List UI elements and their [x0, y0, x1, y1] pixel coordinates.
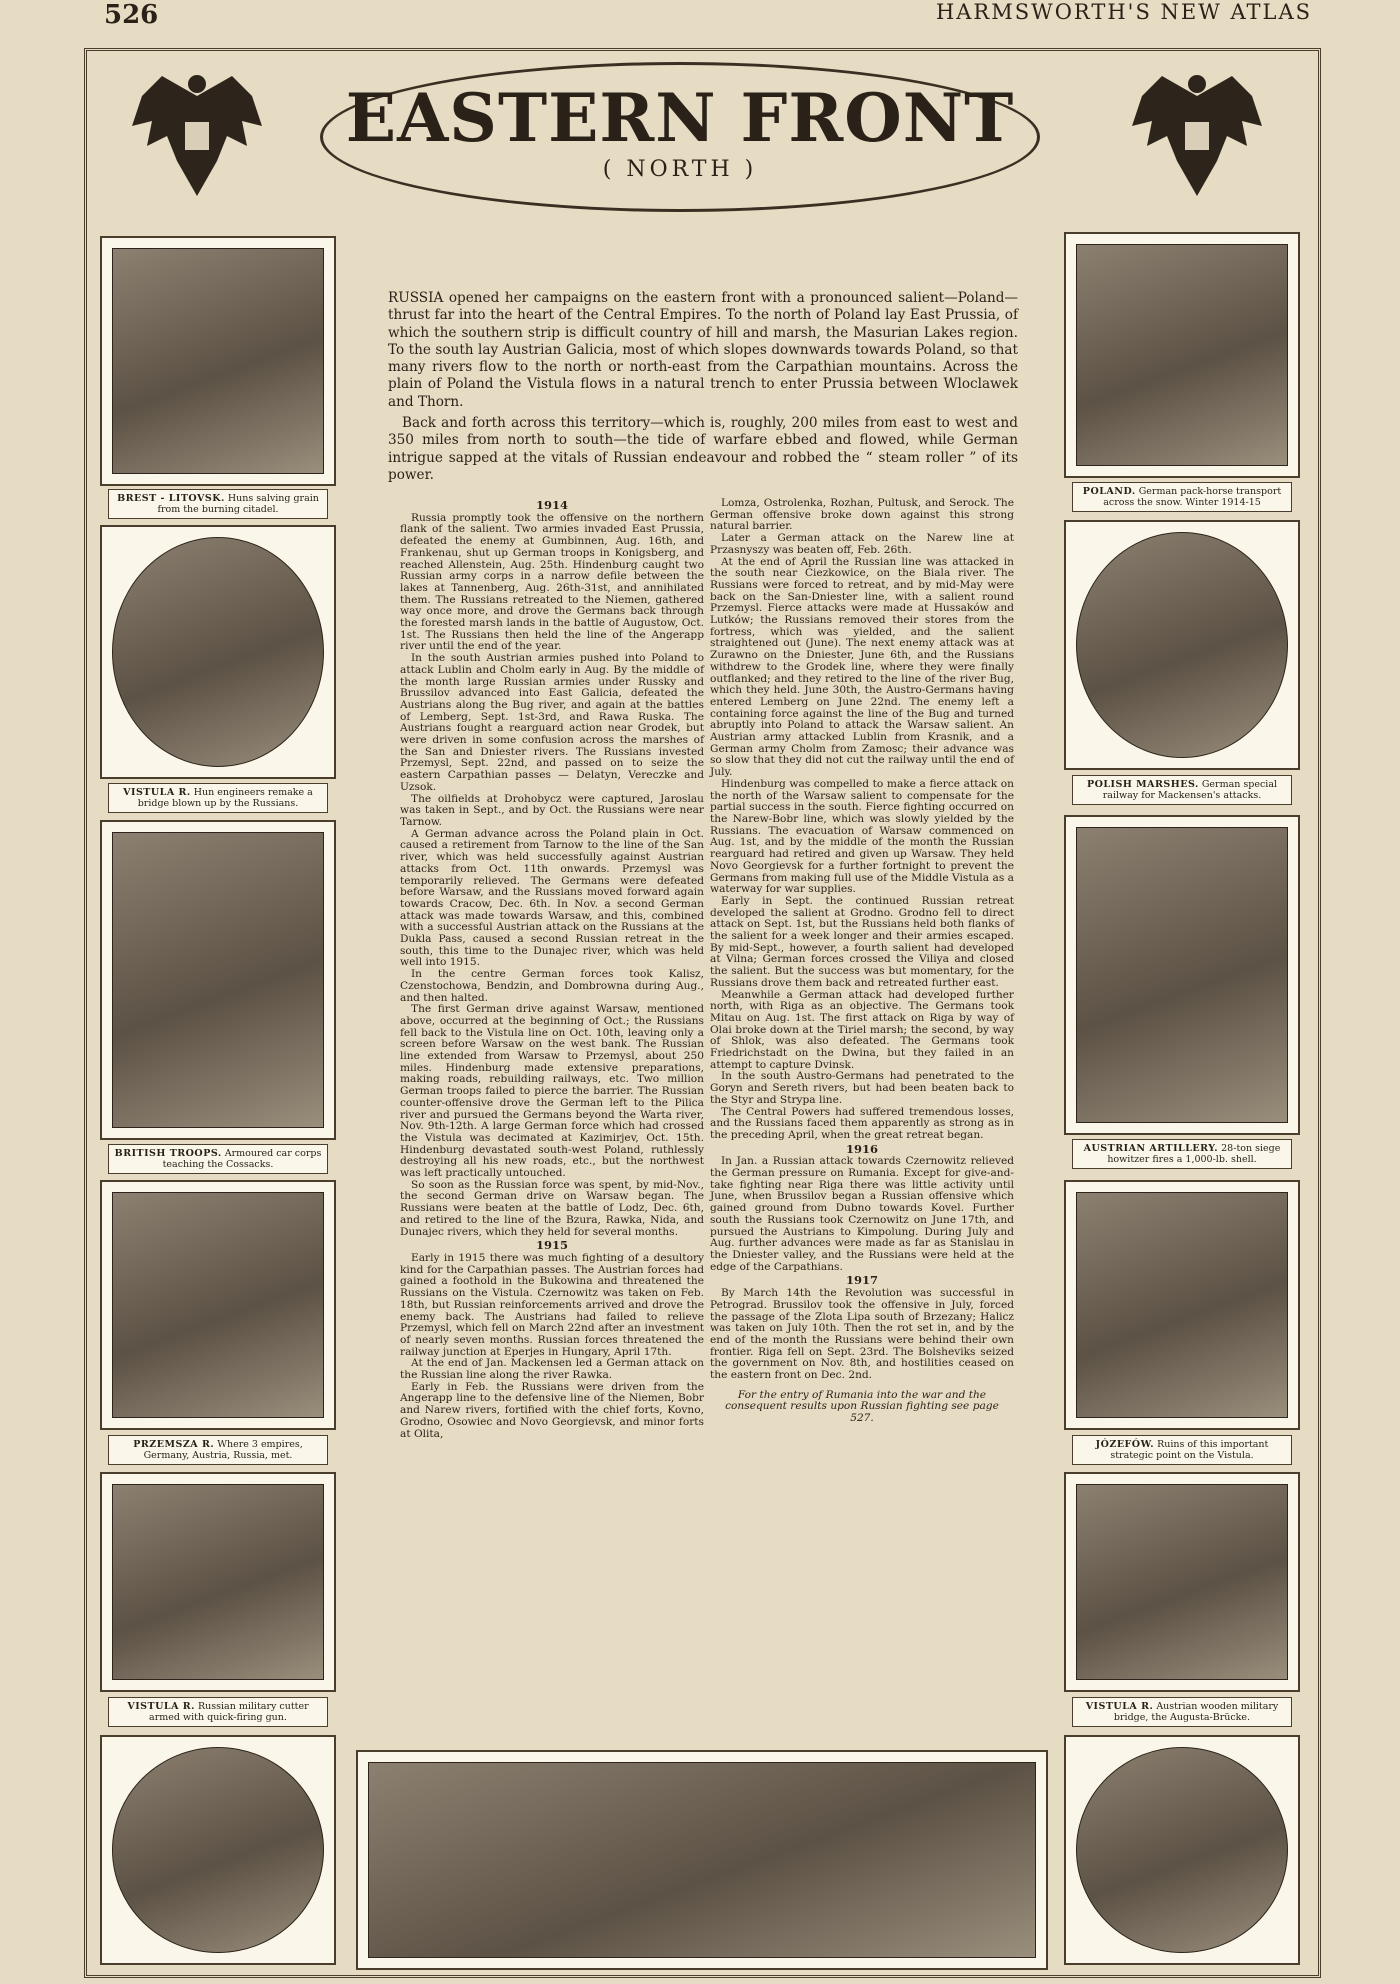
body-paragraph: In the south Austrian armies pushed into Poland to attack Lublin and Cholm early in Aug. By the middle of the month large Russian armies under Russky and Brussilov advanced into East Galicia, defeated the Austrians along the Bug river, and again at the battles of Lemberg, Sept. 1st-3rd, and Rawa Ruska. The Austrians fought a rearguard action near Grodek, but were driven in some confusion across the marshes of the San and Dniester rivers. The Russians invested Przemysl, Sept. 22nd, and passed on to seize the eastern Carpathian passes — Delatyn, Vereczke and Uzsok.: [400, 652, 704, 793]
body-paragraph: By March 14th the Revolution was successful in Petrograd. Brussilov took the offensive in July, forced the passage of the Zlota Lipa south of Brzezany; Halicz was taken on July 10th. Then the rot set in, and by the end of the month the Russians were behind their own frontier. Riga fell on Sept. 23rd. The Bolsheviks seized the government on Nov. 8th, and hostilities ceased on the eastern front on Dec. 2nd.: [710, 1287, 1014, 1382]
year-heading: 1914: [535, 498, 568, 512]
body-paragraph: Early in Sept. the continued Russian retreat developed the salient at Grodno. Grodno fell to direct attack on Sept. 1st, but the Russians held both flanks of the salient for a week longer and their armies escaped. By mid-Sept., however, a fourth salient had developed at Vilna; German forces crossed the Viliya and closed the salient. But the success was but momentary, for the Russians drove them back and retreated further east.: [710, 894, 1014, 989]
caption-vistula-wooden-bridge: VISTULA R. Austrian wooden military bridge, the Augusta-Brücke.: [1072, 1697, 1292, 1727]
running-head: HARMSWORTH'S NEW ATLAS: [935, 0, 1312, 24]
photo-warsaw-panorama: [356, 1750, 1048, 1970]
caption-british-troops: BRITISH TROOPS. Armoured car corps teaching the Cossacks.: [108, 1144, 328, 1174]
page-subtitle: ( NORTH ): [602, 157, 758, 182]
body-paragraph: At the end of April the Russian line was attacked in the south near Ciezkowice, on the Biala river. The Russians were forced to retreat, and by mid-May were back on the San-Dniester line, with a salient round Przemysl. Fierce attacks were made at Hussaków and Lutków; the Russians removed their stores from the fortress, which was yielded, and the salient straightened out (June). The next enemy attack was at Zurawno on the Dniester, June 6th, and the Russians withdrew to the Grodek line, where they were finally outflanked; and they retired to the line of the river Bug, which they held. June 30th, the Austro-Germans having entered Lemberg on June 22nd. The enemy left a containing force against the line of the Bug and turned abruptly into Poland to attack the Warsaw salient. An Austrian army attacked Lublin from Krasnik, and a German army Cholm from Zamosc; their advance was so slow that they did not cut the railway until the end of July.: [710, 555, 1014, 779]
photo-vistula-wooden-bridge: [1064, 1472, 1300, 1692]
body-paragraph: Early in 1915 there was much fighting of a desultory kind for the Carpathian passes. The Austrian forces had gained a foothold in the Bukowina and threatened the Russians on the Vistula. Czernowitz was taken on Feb. 18th, but Russian reinforcements arrived and drove the enemy back. The Austrians had failed to relieve Przemysl, which fell on March 22nd after an investment of nearly seven months. Russian forces threatened the railway junction at Eperjes in Hungary, April 17th.: [400, 1252, 704, 1358]
photo-brest-litovsk: [100, 236, 336, 486]
caption-poland-packhorse: POLAND. German pack-horse transport across the snow. Winter 1914-15: [1072, 482, 1292, 512]
title-cartouche: [320, 62, 1040, 212]
imperial-eagle-icon: [1122, 66, 1272, 206]
photo-british-troops: [100, 820, 336, 1140]
page-number: 526: [104, 0, 159, 30]
intro-paragraph: Back and forth across this territory—which is, roughly, 200 miles from east to west and 350 miles from north to south—the tide of warfare ebbed and flowed, while German intrigue sapped at the vitals of Russian endeavour and robbed the “ steam roller ” of its power.: [388, 415, 1018, 483]
photo-vistula-bridge: [100, 525, 336, 779]
intro-text: [388, 290, 1018, 488]
page-title: EASTERN FRONT: [345, 79, 1015, 157]
photo-austrian-artillery: [1064, 815, 1300, 1135]
photo-przemsza-river: [100, 1180, 336, 1430]
imperial-eagle-icon: [122, 66, 272, 206]
caption-przemsza-river: PRZEMSZA R. Where 3 empires, Germany, Austria, Russia, met.: [108, 1435, 328, 1465]
year-heading: 1916: [845, 1141, 878, 1156]
intro-paragraph: RUSSIA opened her campaigns on the eastern front with a pronounced salient—Poland—thrust far into the heart of the Central Empires. To the north of Poland lay East Prussia, of which the southern strip is difficult country of hill and marsh, the Masurian Lakes region. To the south lay Austrian Galicia, most of which slopes downwards towards Poland, so that many rivers flow to the north or north-east from the Carpathian mountains. Across the plain of Poland the Vistula flows in a natural trench to enter Prussia between Wloclawek and Thorn.: [388, 290, 1018, 410]
body-paragraph: In the south Austro-Germans had penetrated to the Goryn and Sereth rivers, but had been beaten back to the Styr and Strypa line.: [710, 1070, 1014, 1106]
body-paragraph: In Jan. a Russian attack towards Czernowitz relieved the German pressure on Rumania. Except for give-and-take fighting near Riga there was little activity until June, when Brussilov began a Russian offensive which gained ground from Dubno towards Kovel. Further south the Russians took Czernowitz on June 17th, and pursued the Austrians to Kimpolung. During July and Aug. further advances were made as far as Stanislau in the Dniester valley, and the Russians were held at the edge of the Carpathians.: [710, 1155, 1014, 1273]
body-paragraph: So soon as the Russian force was spent, by mid-Nov., the second German drive on Warsaw began. The Russians were beaten at the battle of Lodz, Dec. 6th, and retired to the line of the Bzura, Rawka, Nida, and Dunajec rivers, which they held for several months.: [400, 1178, 704, 1238]
caption-polish-marshes: POLISH MARSHES. German special railway for Mackensen's attacks.: [1072, 775, 1292, 805]
body-paragraph: In the centre German forces took Kalisz, Czenstochowa, Bendzin, and Dombrowna during Aug., and then halted.: [400, 968, 704, 1004]
caption-vistula-bridge: VISTULA R. Hun engineers remake a bridge blown up by the Russians.: [108, 783, 328, 813]
body-paragraph: At the end of Jan. Mackensen led a German attack on the Russian line along the river Rawka.: [400, 1357, 704, 1382]
body-paragraph: Meanwhile a German attack had developed further north, with Riga as an objective. The Germans took Mitau on Aug. 1st. The first attack on Riga by way of Olai broke down at the Tiriel marsh; the second, by way of Shlok, was also defeated. The Germans took Friedrichstadt on the Dwina, but they failed in an attempt to capture Dvinsk.: [710, 988, 1014, 1071]
body-paragraph: Russia promptly took the offensive on the northern flank of the salient. Two armies invaded East Prussia, defeated the enemy at Gumbinnen, Aug. 16th, and Frankenau, shut up German troops in Konigsberg, and reached Allenstein, Aug. 25th. Hindenburg caught two Russian army corps in a narrow defile between the lakes at Tannenberg, Aug. 26th-31st, and annihilated them. The Russians retreated to the Niemen, gathered way once more, and drove the Germans back through the forested marsh lands in the battle of Augustow, Oct. 1st. The Russians then held the line of the Angerapp river until the end of the year.: [400, 511, 704, 653]
caption-vistula-cutter: VISTULA R. Russian military cutter armed with quick-firing gun.: [108, 1697, 328, 1727]
photo-vistula-cutter: [100, 1472, 336, 1692]
caption-jozefow: JÓZEFÓW. Ruins of this important strategic point on the Vistula.: [1072, 1435, 1292, 1465]
photo-jozefow: [1064, 1180, 1300, 1430]
body-paragraph: The first German drive against Warsaw, mentioned above, occurred at the beginning of Oct.; the Russians fell back to the Vistula line on Oct. 10th, leaving only a screen before Warsaw on the west bank. The Russian line extended from Warsaw to Przemysl, about 250 miles. Hindenburg made extensive preparations, making roads, rebuilding railways, etc. Two million German troops failed to pierce the barrier. The Russian counter-offensive drove the German left to the Pilica river and pursued the Germans beyond the Warta river, Nov. 9th-12th. A large German force which had crossed the Vistula was decimated at Kazimirjev, Oct. 15th. Hindenburg devastated south-west Poland, ruthlessly destroying all his new roads, etc., but the northwest was left practically untouched.: [400, 1003, 704, 1180]
body-paragraph: Early in Feb. the Russians were driven from the Angerapp line to the defensive line of the Niemen, Bobr and Narew rivers, fortified with the chief forts, Kovno, Grodno, Osowiec and Novo Georgievsk, and minor forts at Olita,: [400, 1380, 704, 1440]
body-paragraph: Lomza, Ostrolenka, Rozhan, Pultusk, and Serock. The German offensive broke down against this strong natural barrier.: [710, 497, 1014, 533]
caption-austrian-artillery: AUSTRIAN ARTILLERY. 28-ton siege howitzer fires a 1,000-lb. shell.: [1072, 1139, 1292, 1169]
cross-reference-note: For the entry of Rumania into the war and the consequent results upon Russian fighting see page 527.: [725, 1388, 999, 1425]
body-paragraph: Later a German attack on the Narew line at Przasnyszy was beaten off, Feb. 26th.: [710, 532, 1014, 556]
year-heading: 1917: [845, 1273, 878, 1288]
caption-brest-litovsk: BREST - LITOVSK. Huns salving grain from the burning citadel.: [108, 489, 328, 519]
body-paragraph: The Central Powers had suffered tremendous losses, and the Russians faced them apparently as strong as in the preceding April, when the great retreat began.: [710, 1105, 1014, 1141]
body-paragraph: Hindenburg was compelled to make a fierce attack on the north of the Warsaw salient to compensate for the partial success in the south. Fierce fighting occurred on the Narew-Bobr line, which was slowly yielded by the Russians. The evacuation of Warsaw commenced on Aug. 1st, and by the middle of the month the Russian rearguard had retired and given up Warsaw. They held Novo Georgievsk for a further fortnight to prevent the Germans from making full use of the Middle Vistula as a waterway for war supplies.: [710, 777, 1014, 896]
body-paragraph: The oilfields at Drohobycz were captured, Jaroslau was taken in Sept., and by Oct. the Russians were near Tarnow.: [400, 792, 704, 828]
body-paragraph: A German advance across the Poland plain in Oct. caused a retirement from Tarnow to the line of the San river, which was held successfully against Austrian attacks from Oct. 11th onwards. Przemysl was temporarily relieved. The Germans were defeated before Warsaw, and the Russians moved forward again towards Cracow, Dec. 6th. In Nov. a second German attack was made towards Warsaw, and this, combined with a successful Austrian attack on the Russians at the Dukla Pass, caused a second Russian retreat in the south, this time to the Dunajec river, which was held well into 1915.: [400, 827, 704, 969]
text-column-left: [400, 498, 704, 1440]
photo-polish-marshes: [1064, 520, 1300, 770]
photo-przemysl: [1064, 1735, 1300, 1965]
year-heading: 1915: [535, 1238, 568, 1253]
text-column-right: [710, 498, 1014, 1425]
photo-poland-packhorse: [1064, 232, 1300, 478]
photo-lemberg: [100, 1735, 336, 1965]
